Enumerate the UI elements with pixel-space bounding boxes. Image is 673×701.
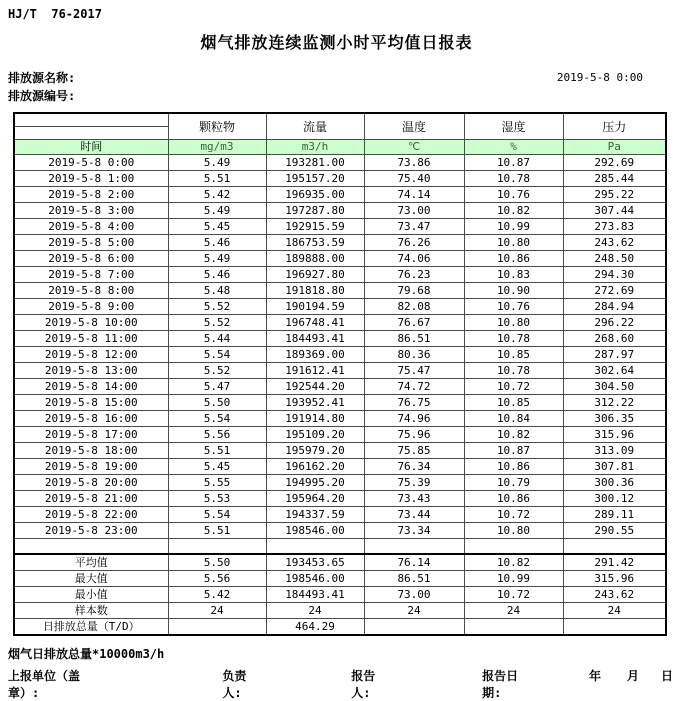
value-cell: 76.14 xyxy=(364,554,464,571)
time-cell: 2019-5-8 13:00 xyxy=(14,363,168,379)
source-id-label: 排放源编号: xyxy=(8,89,76,103)
time-column-label: 时间 xyxy=(14,140,168,155)
table-row xyxy=(14,155,666,171)
value-cell: 5.45 xyxy=(168,459,266,475)
value-cell xyxy=(563,619,666,636)
time-cell: 2019-5-8 15:00 xyxy=(14,395,168,411)
value-cell: 292.69 xyxy=(563,155,666,171)
value-cell: 10.87 xyxy=(464,443,563,459)
value-cell: 76.34 xyxy=(364,459,464,475)
table-row xyxy=(14,315,666,331)
unit-flow: m3/h xyxy=(266,140,364,155)
summary-section xyxy=(14,554,666,635)
header-empty-cell xyxy=(14,127,168,140)
value-cell: 24 xyxy=(563,603,666,619)
value-cell: 5.51 xyxy=(168,443,266,459)
value-cell: 312.22 xyxy=(563,395,666,411)
value-cell: 191914.80 xyxy=(266,411,364,427)
unit-pressure: Pa xyxy=(563,140,666,155)
value-cell: 464.29 xyxy=(266,619,364,636)
value-cell: 300.12 xyxy=(563,491,666,507)
table-row xyxy=(14,507,666,523)
report-table xyxy=(13,112,667,636)
time-cell: 2019-5-8 22:00 xyxy=(14,507,168,523)
value-cell: 284.94 xyxy=(563,299,666,315)
table-row xyxy=(14,283,666,299)
time-cell: 2019-5-8 6:00 xyxy=(14,251,168,267)
value-cell: 73.47 xyxy=(364,219,464,235)
value-cell: 76.26 xyxy=(364,235,464,251)
empty-cell xyxy=(563,539,666,555)
value-cell: 5.47 xyxy=(168,379,266,395)
value-cell: 315.96 xyxy=(563,571,666,587)
time-cell: 2019-5-8 16:00 xyxy=(14,411,168,427)
value-cell: 5.44 xyxy=(168,331,266,347)
value-cell: 24 xyxy=(168,603,266,619)
report-date-label: 报告日期: xyxy=(482,669,519,700)
time-cell: 2019-5-8 7:00 xyxy=(14,267,168,283)
value-cell: 291.42 xyxy=(563,554,666,571)
col-header-pressure: 压力 xyxy=(563,113,666,140)
value-cell: 198546.00 xyxy=(266,571,364,587)
value-cell: 5.54 xyxy=(168,347,266,363)
value-cell: 24 xyxy=(364,603,464,619)
report-unit-label: 上报单位（盖章）: xyxy=(8,669,81,700)
table-row xyxy=(14,203,666,219)
value-cell: 10.80 xyxy=(464,523,563,539)
value-cell: 76.67 xyxy=(364,315,464,331)
value-cell: 5.49 xyxy=(168,251,266,267)
value-cell: 307.81 xyxy=(563,459,666,475)
value-cell: 248.50 xyxy=(563,251,666,267)
value-cell: 74.06 xyxy=(364,251,464,267)
value-cell: 10.85 xyxy=(464,347,563,363)
value-cell: 10.82 xyxy=(464,554,563,571)
value-cell: 73.34 xyxy=(364,523,464,539)
value-cell: 24 xyxy=(266,603,364,619)
value-cell: 5.54 xyxy=(168,411,266,427)
value-cell: 10.86 xyxy=(464,459,563,475)
time-cell: 2019-5-8 11:00 xyxy=(14,331,168,347)
value-cell: 74.96 xyxy=(364,411,464,427)
report-datetime: 2019-5-8 0:00 xyxy=(556,71,643,84)
value-cell: 287.97 xyxy=(563,347,666,363)
summary-row xyxy=(14,587,666,603)
time-cell: 2019-5-8 20:00 xyxy=(14,475,168,491)
value-cell: 194995.20 xyxy=(266,475,364,491)
empty-cell xyxy=(364,539,464,555)
table-row xyxy=(14,395,666,411)
value-cell: 86.51 xyxy=(364,571,464,587)
time-cell: 2019-5-8 10:00 xyxy=(14,315,168,331)
value-cell: 5.42 xyxy=(168,187,266,203)
value-cell: 10.86 xyxy=(464,251,563,267)
table-row xyxy=(14,491,666,507)
value-cell: 189369.00 xyxy=(266,347,364,363)
time-cell: 2019-5-8 3:00 xyxy=(14,203,168,219)
value-cell: 196927.80 xyxy=(266,267,364,283)
value-cell: 10.99 xyxy=(464,571,563,587)
standard-number: HJ/T 76-2017 xyxy=(8,7,102,21)
value-cell: 74.14 xyxy=(364,187,464,203)
separator-section xyxy=(14,539,666,555)
summary-label-cell: 日排放总量（T/D） xyxy=(14,619,168,636)
value-cell: 86.51 xyxy=(364,331,464,347)
time-cell: 2019-5-8 18:00 xyxy=(14,443,168,459)
value-cell: 243.62 xyxy=(563,235,666,251)
month-label: 月 xyxy=(626,669,639,683)
value-cell: 307.44 xyxy=(563,203,666,219)
summary-label-cell: 最小值 xyxy=(14,587,168,603)
total-emission-note: 烟气日排放总量*10000m3/h xyxy=(8,647,165,661)
value-cell: 5.56 xyxy=(168,571,266,587)
summary-label-cell: 最大值 xyxy=(14,571,168,587)
value-cell: 10.90 xyxy=(464,283,563,299)
value-cell: 195964.20 xyxy=(266,491,364,507)
value-cell: 75.39 xyxy=(364,475,464,491)
value-cell: 5.53 xyxy=(168,491,266,507)
year-label: 年 xyxy=(588,669,601,683)
value-cell: 191612.41 xyxy=(266,363,364,379)
value-cell: 5.54 xyxy=(168,507,266,523)
value-cell: 273.83 xyxy=(563,219,666,235)
value-cell: 10.82 xyxy=(464,427,563,443)
value-cell: 10.78 xyxy=(464,331,563,347)
time-cell: 2019-5-8 12:00 xyxy=(14,347,168,363)
value-cell: 304.50 xyxy=(563,379,666,395)
value-cell: 243.62 xyxy=(563,587,666,603)
value-cell: 74.72 xyxy=(364,379,464,395)
value-cell: 5.52 xyxy=(168,299,266,315)
table-row xyxy=(14,411,666,427)
table-row xyxy=(14,379,666,395)
value-cell: 198546.00 xyxy=(266,523,364,539)
value-cell: 5.46 xyxy=(168,267,266,283)
value-cell: 79.68 xyxy=(364,283,464,299)
header-empty-cell xyxy=(14,113,168,127)
table-row xyxy=(14,235,666,251)
col-header-temperature: 温度 xyxy=(364,113,464,140)
value-cell: 193281.00 xyxy=(266,155,364,171)
value-cell: 75.96 xyxy=(364,427,464,443)
separator-row xyxy=(14,539,666,555)
value-cell xyxy=(364,619,464,636)
summary-label-cell: 样本数 xyxy=(14,603,168,619)
time-cell: 2019-5-8 19:00 xyxy=(14,459,168,475)
value-cell: 10.72 xyxy=(464,587,563,603)
value-cell: 5.51 xyxy=(168,523,266,539)
value-cell: 10.84 xyxy=(464,411,563,427)
table-row xyxy=(14,251,666,267)
value-cell: 195157.20 xyxy=(266,171,364,187)
value-cell: 5.49 xyxy=(168,155,266,171)
time-cell: 2019-5-8 8:00 xyxy=(14,283,168,299)
value-cell: 196748.41 xyxy=(266,315,364,331)
value-cell: 75.47 xyxy=(364,363,464,379)
value-cell: 290.55 xyxy=(563,523,666,539)
value-cell: 5.52 xyxy=(168,363,266,379)
value-cell: 295.22 xyxy=(563,187,666,203)
table-row xyxy=(14,171,666,187)
time-cell: 2019-5-8 0:00 xyxy=(14,155,168,171)
unit-temperature: ℃ xyxy=(364,140,464,155)
time-cell: 2019-5-8 2:00 xyxy=(14,187,168,203)
value-cell: 10.78 xyxy=(464,363,563,379)
time-cell: 2019-5-8 9:00 xyxy=(14,299,168,315)
time-cell: 2019-5-8 17:00 xyxy=(14,427,168,443)
table-row xyxy=(14,523,666,539)
empty-cell xyxy=(168,539,266,555)
value-cell: 75.40 xyxy=(364,171,464,187)
value-cell: 73.00 xyxy=(364,587,464,603)
value-cell: 24 xyxy=(464,603,563,619)
value-cell: 76.75 xyxy=(364,395,464,411)
value-cell: 5.45 xyxy=(168,219,266,235)
value-cell: 306.35 xyxy=(563,411,666,427)
value-cell: 289.11 xyxy=(563,507,666,523)
table-row xyxy=(14,347,666,363)
col-header-flow: 流量 xyxy=(266,113,364,140)
value-cell: 10.78 xyxy=(464,171,563,187)
value-cell: 82.08 xyxy=(364,299,464,315)
value-cell: 313.09 xyxy=(563,443,666,459)
value-cell: 268.60 xyxy=(563,331,666,347)
time-cell: 2019-5-8 5:00 xyxy=(14,235,168,251)
value-cell: 192915.59 xyxy=(266,219,364,235)
value-cell: 10.76 xyxy=(464,299,563,315)
value-cell: 5.52 xyxy=(168,315,266,331)
value-cell: 184493.41 xyxy=(266,587,364,603)
value-cell: 10.85 xyxy=(464,395,563,411)
value-cell: 10.87 xyxy=(464,155,563,171)
value-cell: 5.49 xyxy=(168,203,266,219)
value-cell: 73.86 xyxy=(364,155,464,171)
value-cell: 272.69 xyxy=(563,283,666,299)
table-row xyxy=(14,187,666,203)
time-cell: 2019-5-8 4:00 xyxy=(14,219,168,235)
value-cell: 80.36 xyxy=(364,347,464,363)
table-row xyxy=(14,331,666,347)
value-cell: 10.76 xyxy=(464,187,563,203)
col-header-particulate: 颗粒物 xyxy=(168,113,266,140)
value-cell: 184493.41 xyxy=(266,331,364,347)
summary-row xyxy=(14,571,666,587)
unit-particulate: mg/m3 xyxy=(168,140,266,155)
summary-row xyxy=(14,603,666,619)
value-cell xyxy=(464,619,563,636)
value-cell: 76.23 xyxy=(364,267,464,283)
value-cell: 5.55 xyxy=(168,475,266,491)
table-row xyxy=(14,267,666,283)
value-cell: 5.51 xyxy=(168,171,266,187)
value-cell: 192544.20 xyxy=(266,379,364,395)
time-cell: 2019-5-8 1:00 xyxy=(14,171,168,187)
value-cell: 5.46 xyxy=(168,235,266,251)
summary-row xyxy=(14,619,666,636)
value-cell: 285.44 xyxy=(563,171,666,187)
col-header-humidity: 湿度 xyxy=(464,113,563,140)
value-cell: 5.42 xyxy=(168,587,266,603)
time-cell: 2019-5-8 21:00 xyxy=(14,491,168,507)
page-title: 烟气排放连续监测小时平均值日报表 xyxy=(200,35,473,52)
table-row xyxy=(14,459,666,475)
value-cell: 300.36 xyxy=(563,475,666,491)
value-cell: 195109.20 xyxy=(266,427,364,443)
value-cell: 302.64 xyxy=(563,363,666,379)
summary-row xyxy=(14,554,666,571)
value-cell: 5.50 xyxy=(168,554,266,571)
value-cell: 186753.59 xyxy=(266,235,364,251)
table-row xyxy=(14,443,666,459)
value-cell: 5.56 xyxy=(168,427,266,443)
value-cell: 10.83 xyxy=(464,267,563,283)
reporter-label: 报告人: xyxy=(351,669,376,700)
value-cell: 294.30 xyxy=(563,267,666,283)
value-cell: 193453.65 xyxy=(266,554,364,571)
value-cell: 196162.20 xyxy=(266,459,364,475)
value-cell: 10.79 xyxy=(464,475,563,491)
value-cell: 191818.80 xyxy=(266,283,364,299)
value-cell: 10.72 xyxy=(464,507,563,523)
value-cell: 296.22 xyxy=(563,315,666,331)
value-cell: 195979.20 xyxy=(266,443,364,459)
table-row xyxy=(14,299,666,315)
header-row-top xyxy=(14,113,666,127)
table-row xyxy=(14,427,666,443)
empty-cell xyxy=(464,539,563,555)
value-cell: 10.86 xyxy=(464,491,563,507)
value-cell: 10.72 xyxy=(464,379,563,395)
value-cell: 190194.59 xyxy=(266,299,364,315)
value-cell: 5.48 xyxy=(168,283,266,299)
source-name-label: 排放源名称: xyxy=(8,71,76,85)
unit-humidity: % xyxy=(464,140,563,155)
value-cell: 197287.80 xyxy=(266,203,364,219)
signature-line xyxy=(8,667,673,701)
value-cell: 10.82 xyxy=(464,203,563,219)
value-cell: 10.99 xyxy=(464,219,563,235)
time-cell: 2019-5-8 23:00 xyxy=(14,523,168,539)
value-cell: 73.00 xyxy=(364,203,464,219)
value-cell: 10.80 xyxy=(464,235,563,251)
value-cell: 315.96 xyxy=(563,427,666,443)
value-cell xyxy=(168,619,266,636)
hourly-rows xyxy=(14,155,666,539)
value-cell: 73.44 xyxy=(364,507,464,523)
value-cell: 75.85 xyxy=(364,443,464,459)
time-cell: 2019-5-8 14:00 xyxy=(14,379,168,395)
responsible-label: 负责人: xyxy=(222,669,247,700)
report-meta xyxy=(8,69,643,105)
value-cell: 189888.00 xyxy=(266,251,364,267)
value-cell: 193952.41 xyxy=(266,395,364,411)
value-cell: 73.43 xyxy=(364,491,464,507)
empty-cell xyxy=(266,539,364,555)
summary-label-cell: 平均值 xyxy=(14,554,168,571)
day-label: 日 xyxy=(660,669,673,683)
table-row xyxy=(14,475,666,491)
value-cell: 194337.59 xyxy=(266,507,364,523)
empty-cell xyxy=(14,539,168,555)
unit-row xyxy=(14,140,666,155)
value-cell: 5.50 xyxy=(168,395,266,411)
value-cell: 196935.00 xyxy=(266,187,364,203)
table-row xyxy=(14,219,666,235)
value-cell: 10.80 xyxy=(464,315,563,331)
table-row xyxy=(14,363,666,379)
